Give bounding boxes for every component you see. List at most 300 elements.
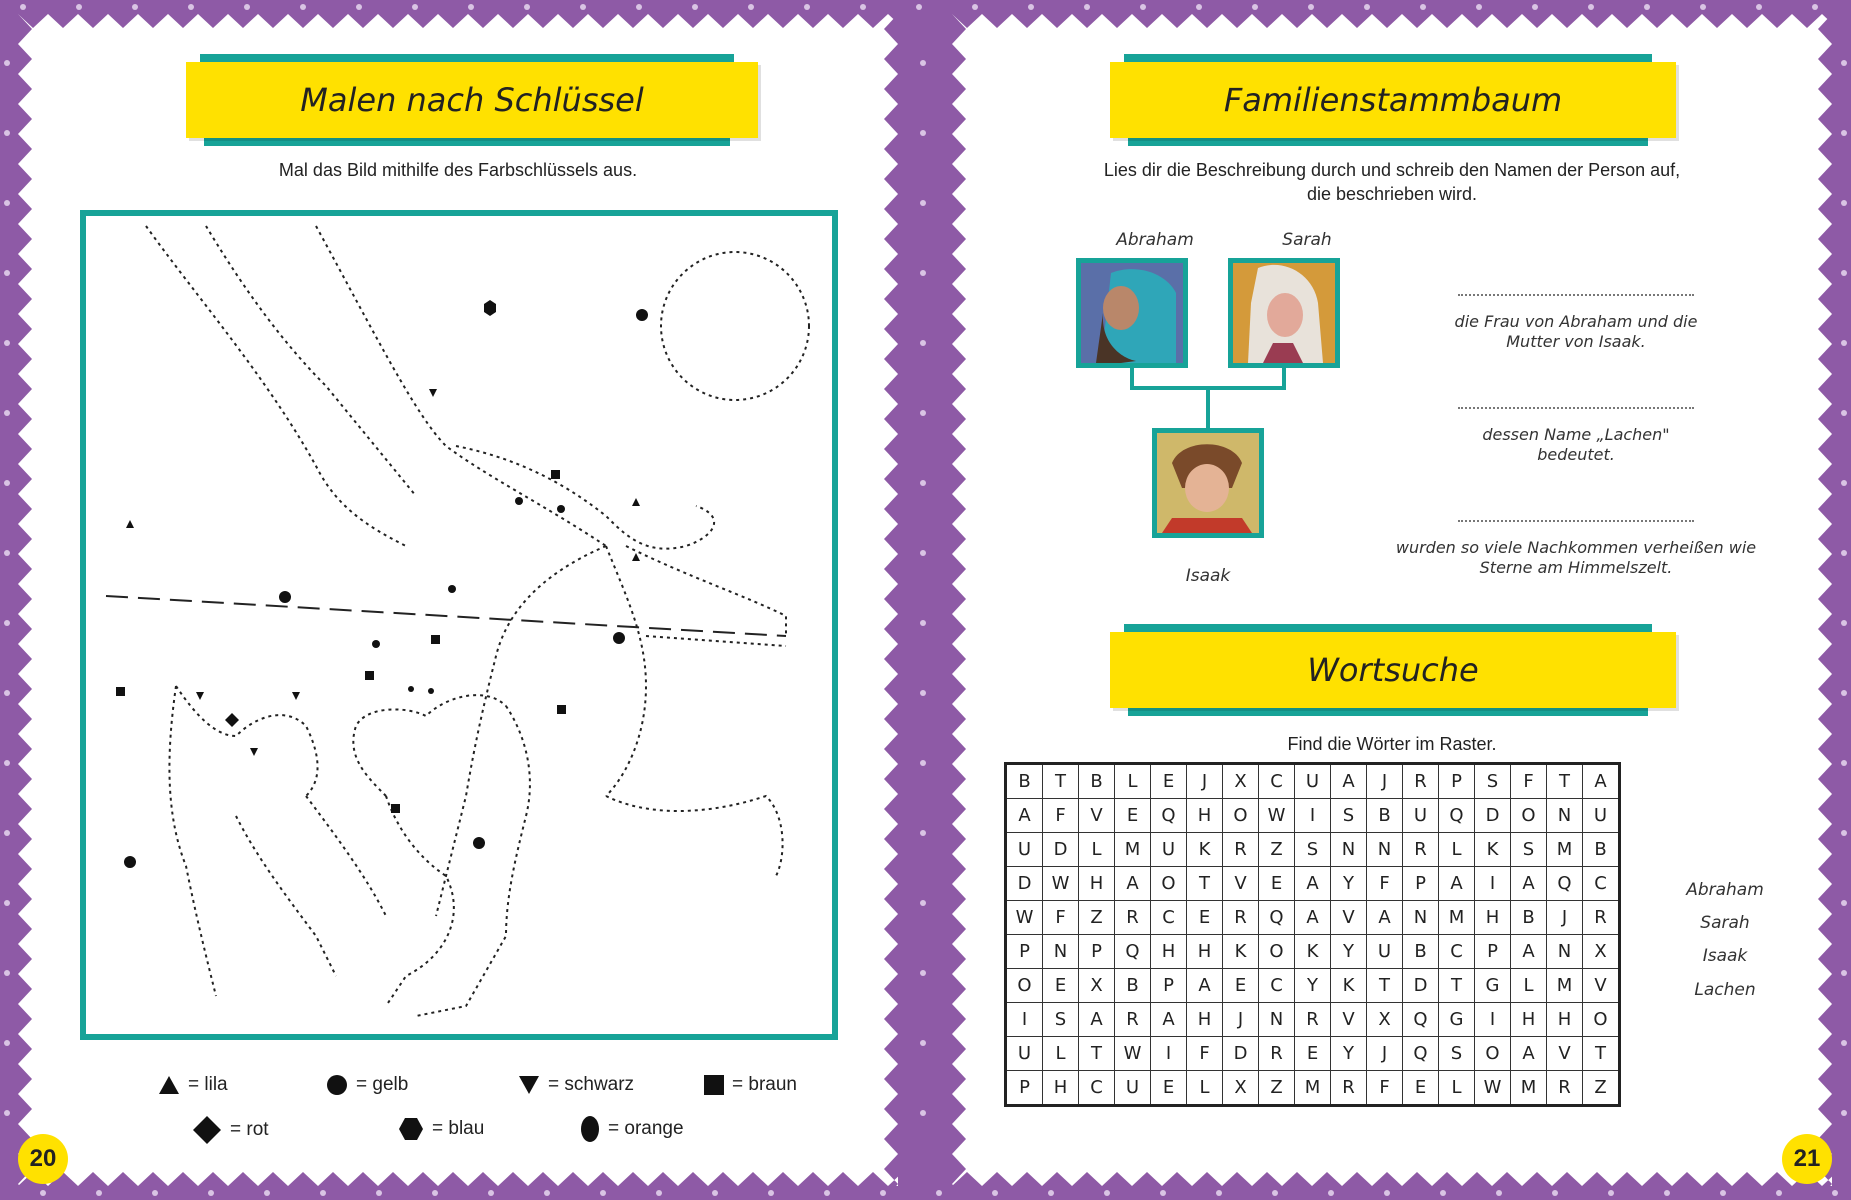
- decorative-dot: [468, 4, 474, 10]
- grid-cell[interactable]: A: [1367, 901, 1403, 935]
- decorative-dot: [692, 4, 698, 10]
- decorative-dot: [188, 4, 194, 10]
- decorative-dot: [1841, 550, 1847, 556]
- abraham-picture: [1081, 263, 1183, 363]
- decorative-dot: [1841, 830, 1847, 836]
- grid-cell[interactable]: W: [1006, 901, 1043, 935]
- grid-cell[interactable]: A: [1439, 867, 1475, 901]
- grid-cell[interactable]: W: [1475, 1071, 1511, 1106]
- decorative-dot: [4, 970, 10, 976]
- decorative-dot: [920, 900, 926, 906]
- answer-line-1[interactable]: [1458, 294, 1694, 296]
- grid-cell[interactable]: I: [1475, 1003, 1511, 1037]
- grid-cell[interactable]: D: [1006, 867, 1043, 901]
- decorative-dot: [76, 4, 82, 10]
- grid-cell[interactable]: R: [1259, 1037, 1295, 1071]
- grid-cell[interactable]: E: [1115, 799, 1151, 833]
- grid-cell[interactable]: N: [1259, 1003, 1295, 1037]
- grid-cell[interactable]: Q: [1403, 1003, 1439, 1037]
- grid-cell[interactable]: K: [1331, 969, 1367, 1003]
- grid-cell[interactable]: S: [1295, 833, 1331, 867]
- grid-cell[interactable]: I: [1295, 799, 1331, 833]
- grid-cell[interactable]: E: [1043, 969, 1079, 1003]
- word-sarah: Sarah: [1700, 913, 1750, 933]
- grid-cell[interactable]: T: [1079, 1037, 1115, 1071]
- dotted-outline-drawing: [86, 216, 832, 1034]
- decorative-dot: [4, 410, 10, 416]
- decorative-dot: [412, 4, 418, 10]
- grid-cell[interactable]: B: [1079, 764, 1115, 799]
- grid-cell[interactable]: C: [1259, 764, 1295, 799]
- circle-icon: [326, 1074, 348, 1096]
- grid-cell[interactable]: N: [1547, 935, 1583, 969]
- grid-cell[interactable]: X: [1079, 969, 1115, 1003]
- isaak-picture: [1157, 433, 1259, 533]
- answer-line-2[interactable]: [1458, 407, 1694, 409]
- grid-cell[interactable]: J: [1367, 764, 1403, 799]
- grid-cell[interactable]: O: [1475, 1037, 1511, 1071]
- grid-cell[interactable]: Q: [1403, 1037, 1439, 1071]
- decorative-dot: [208, 1190, 214, 1196]
- decorative-dot: [656, 1190, 662, 1196]
- grid-cell[interactable]: P: [1403, 867, 1439, 901]
- grid-cell[interactable]: F: [1367, 867, 1403, 901]
- grid-cell[interactable]: Q: [1439, 799, 1475, 833]
- grid-cell[interactable]: J: [1367, 1037, 1403, 1071]
- grid-cell[interactable]: Y: [1331, 1037, 1367, 1071]
- word-isaak: Isaak: [1702, 946, 1748, 966]
- decorative-dot: [4, 550, 10, 556]
- grid-cell[interactable]: J: [1223, 1003, 1259, 1037]
- decorative-dot: [992, 1190, 998, 1196]
- grid-cell[interactable]: U: [1583, 799, 1620, 833]
- page-number-left: 20: [18, 1134, 68, 1184]
- grid-cell[interactable]: X: [1583, 935, 1620, 969]
- word-search-grid[interactable]: [1004, 762, 1621, 1107]
- grid-cell[interactable]: R: [1115, 1003, 1151, 1037]
- grid-cell[interactable]: T: [1583, 1037, 1620, 1071]
- grid-cell[interactable]: I: [1475, 867, 1511, 901]
- key-schwarz: = schwarz: [518, 1074, 634, 1096]
- decorative-dot: [1664, 1190, 1670, 1196]
- grid-cell[interactable]: U: [1151, 833, 1187, 867]
- grid-cell[interactable]: S: [1439, 1037, 1475, 1071]
- grid-cell[interactable]: K: [1295, 935, 1331, 969]
- key-rot: = rot: [192, 1115, 269, 1145]
- decorative-dot: [152, 1190, 158, 1196]
- decorative-dot: [920, 1110, 926, 1116]
- clue-3: wurden so viele Nachkommen verheißen wie Sterne am Himmelszelt.: [1395, 538, 1757, 577]
- decorative-dot: [4, 130, 10, 136]
- right-page: [952, 14, 1832, 1186]
- grid-row: [1006, 799, 1620, 833]
- grid-cell[interactable]: P: [1079, 935, 1115, 969]
- grid-cell[interactable]: E: [1151, 1071, 1187, 1106]
- family-tree-instruction-1: Lies dir die Beschreibung durch und schreib den Namen der Person auf,: [1103, 160, 1681, 180]
- grid-cell[interactable]: A: [1151, 1003, 1187, 1037]
- grid-row: [1006, 969, 1620, 1003]
- grid-cell[interactable]: R: [1403, 833, 1439, 867]
- grid-cell[interactable]: B: [1403, 935, 1439, 969]
- grid-cell[interactable]: Q: [1151, 799, 1187, 833]
- decorative-dot: [1028, 4, 1034, 10]
- decorative-dot: [1720, 1190, 1726, 1196]
- grid-cell[interactable]: E: [1187, 901, 1223, 935]
- grid-cell[interactable]: F: [1043, 901, 1079, 935]
- decorative-dot: [1196, 4, 1202, 10]
- key-braun: = braun: [704, 1074, 797, 1096]
- grid-cell[interactable]: E: [1223, 969, 1259, 1003]
- grid-cell[interactable]: B: [1367, 799, 1403, 833]
- grid-cell[interactable]: C: [1151, 901, 1187, 935]
- grid-cell[interactable]: Z: [1259, 1071, 1295, 1106]
- grid-cell[interactable]: U: [1295, 764, 1331, 799]
- grid-cell[interactable]: M: [1511, 1071, 1547, 1106]
- decorative-dot: [1841, 970, 1847, 976]
- decorative-dot: [524, 4, 530, 10]
- grid-cell[interactable]: B: [1006, 764, 1043, 799]
- grid-cell[interactable]: U: [1403, 799, 1439, 833]
- grid-cell[interactable]: E: [1403, 1071, 1439, 1106]
- grid-cell[interactable]: H: [1187, 1003, 1223, 1037]
- grid-cell[interactable]: O: [1223, 799, 1259, 833]
- hexagon-icon: [398, 1117, 424, 1141]
- grid-cell[interactable]: M: [1547, 969, 1583, 1003]
- grid-cell[interactable]: A: [1511, 867, 1547, 901]
- grid-cell[interactable]: R: [1331, 1071, 1367, 1106]
- grid-cell[interactable]: E: [1151, 764, 1187, 799]
- grid-cell[interactable]: A: [1079, 1003, 1115, 1037]
- word-search-instruction: Find die Wörter im Raster.: [1287, 734, 1497, 754]
- grid-cell[interactable]: T: [1043, 764, 1079, 799]
- decorative-dot: [1841, 480, 1847, 486]
- tree-line-isaak: [1206, 386, 1210, 430]
- decorative-dot: [1841, 340, 1847, 346]
- decorative-dot: [1308, 4, 1314, 10]
- grid-cell[interactable]: G: [1439, 1003, 1475, 1037]
- grid-cell[interactable]: D: [1403, 969, 1439, 1003]
- grid-cell[interactable]: U: [1006, 833, 1043, 867]
- decorative-dot: [4, 1040, 10, 1046]
- key-lila: = lila: [158, 1074, 228, 1096]
- decorative-dot: [1420, 4, 1426, 10]
- coloring-instruction: Mal das Bild mithilfe des Farbschlüssels aus.: [278, 160, 638, 180]
- grid-cell[interactable]: Q: [1547, 867, 1583, 901]
- grid-cell[interactable]: M: [1295, 1071, 1331, 1106]
- grid-cell[interactable]: D: [1475, 799, 1511, 833]
- grid-cell[interactable]: R: [1547, 1071, 1583, 1106]
- decorative-dot: [1252, 4, 1258, 10]
- grid-cell[interactable]: L: [1079, 833, 1115, 867]
- grid-cell[interactable]: S: [1331, 799, 1367, 833]
- grid-cell[interactable]: L: [1511, 969, 1547, 1003]
- grid-cell[interactable]: M: [1115, 833, 1151, 867]
- grid-cell[interactable]: E: [1295, 1037, 1331, 1071]
- grid-cell[interactable]: X: [1223, 764, 1259, 799]
- grid-cell[interactable]: L: [1439, 1071, 1475, 1106]
- decorative-dot: [920, 130, 926, 136]
- decorative-dot: [4, 760, 10, 766]
- grid-cell[interactable]: C: [1079, 1071, 1115, 1106]
- grid-cell[interactable]: V: [1223, 867, 1259, 901]
- grid-cell[interactable]: Z: [1079, 901, 1115, 935]
- grid-cell[interactable]: V: [1079, 799, 1115, 833]
- decorative-dot: [544, 1190, 550, 1196]
- key-orange: = orange: [580, 1115, 684, 1143]
- grid-cell[interactable]: O: [1151, 867, 1187, 901]
- grid-cell[interactable]: S: [1043, 1003, 1079, 1037]
- decorative-dot: [300, 4, 306, 10]
- grid-cell[interactable]: L: [1115, 764, 1151, 799]
- grid-cell[interactable]: Z: [1583, 1071, 1620, 1106]
- grid-cell[interactable]: V: [1583, 969, 1620, 1003]
- family-tree-instruction-2: die beschrieben wird.: [1306, 184, 1478, 204]
- decorative-dot: [712, 1190, 718, 1196]
- decorative-dot: [1608, 1190, 1614, 1196]
- portrait-abraham: [1076, 258, 1188, 368]
- grid-cell[interactable]: H: [1511, 1003, 1547, 1037]
- grid-cell[interactable]: Z: [1259, 833, 1295, 867]
- grid-cell[interactable]: W: [1115, 1037, 1151, 1071]
- decorative-dot: [1812, 4, 1818, 10]
- decorative-dot: [916, 4, 922, 10]
- clue-2: dessen Name „Lachen" bedeutet.: [1482, 425, 1670, 464]
- grid-cell[interactable]: A: [1583, 764, 1620, 799]
- grid-cell[interactable]: E: [1259, 867, 1295, 901]
- grid-cell[interactable]: F: [1511, 764, 1547, 799]
- grid-cell[interactable]: P: [1475, 935, 1511, 969]
- grid-row: [1006, 764, 1620, 799]
- grid-cell[interactable]: S: [1511, 833, 1547, 867]
- grid-cell[interactable]: H: [1547, 1003, 1583, 1037]
- grid-cell[interactable]: H: [1187, 799, 1223, 833]
- grid-cell[interactable]: Y: [1331, 867, 1367, 901]
- grid-cell[interactable]: R: [1295, 1003, 1331, 1037]
- tree-line-abraham: [1130, 368, 1134, 388]
- grid-cell[interactable]: Q: [1115, 935, 1151, 969]
- grid-cell[interactable]: M: [1547, 833, 1583, 867]
- grid-cell[interactable]: P: [1006, 1071, 1043, 1106]
- grid-cell[interactable]: T: [1547, 764, 1583, 799]
- page-number-right: 21: [1782, 1134, 1832, 1184]
- decorative-dot: [824, 1190, 830, 1196]
- decorative-dot: [920, 340, 926, 346]
- grid-cell[interactable]: N: [1367, 833, 1403, 867]
- grid-cell[interactable]: J: [1187, 764, 1223, 799]
- grid-cell[interactable]: U: [1006, 1037, 1043, 1071]
- grid-cell[interactable]: H: [1079, 867, 1115, 901]
- grid-cell[interactable]: X: [1367, 1003, 1403, 1037]
- grid-cell[interactable]: W: [1043, 867, 1079, 901]
- decorative-dot: [1756, 4, 1762, 10]
- decorative-dot: [4, 340, 10, 346]
- grid-cell[interactable]: A: [1511, 935, 1547, 969]
- grid-cell[interactable]: F: [1043, 799, 1079, 833]
- grid-cell[interactable]: I: [1006, 1003, 1043, 1037]
- grid-cell[interactable]: N: [1403, 901, 1439, 935]
- decorative-dot: [1776, 1190, 1782, 1196]
- word-search-title: Wortsuche: [1110, 632, 1676, 708]
- decorative-dot: [920, 760, 926, 766]
- grid-cell[interactable]: I: [1151, 1037, 1187, 1071]
- decorative-dot: [1084, 4, 1090, 10]
- grid-cell[interactable]: Q: [1259, 901, 1295, 935]
- grid-cell[interactable]: H: [1043, 1071, 1079, 1106]
- grid-cell[interactable]: L: [1187, 1071, 1223, 1106]
- decorative-dot: [1532, 4, 1538, 10]
- decorative-dot: [20, 4, 26, 10]
- grid-row: [1006, 1037, 1620, 1071]
- decorative-dot: [920, 970, 926, 976]
- decorative-dot: [936, 1190, 942, 1196]
- grid-cell[interactable]: V: [1331, 1003, 1367, 1037]
- decorative-dot: [1841, 200, 1847, 206]
- decorative-dot: [1841, 270, 1847, 276]
- name-sarah: Sarah: [1282, 230, 1332, 250]
- decorative-dot: [1216, 1190, 1222, 1196]
- grid-cell[interactable]: K: [1223, 935, 1259, 969]
- decorative-dot: [96, 1190, 102, 1196]
- grid-cell[interactable]: N: [1331, 833, 1367, 867]
- grid-cell[interactable]: B: [1583, 833, 1620, 867]
- grid-cell[interactable]: P: [1439, 764, 1475, 799]
- decorative-dot: [1160, 1190, 1166, 1196]
- decorative-dot: [1841, 760, 1847, 766]
- grid-cell[interactable]: R: [1115, 901, 1151, 935]
- decorative-dot: [1588, 4, 1594, 10]
- grid-cell[interactable]: A: [1331, 764, 1367, 799]
- grid-cell[interactable]: P: [1006, 935, 1043, 969]
- decorative-dot: [920, 480, 926, 486]
- grid-cell[interactable]: R: [1403, 764, 1439, 799]
- decorative-dot: [1841, 1110, 1847, 1116]
- grid-cell[interactable]: D: [1223, 1037, 1259, 1071]
- decorative-dot: [1048, 1190, 1054, 1196]
- decorative-dot: [40, 1190, 46, 1196]
- grid-cell[interactable]: T: [1187, 867, 1223, 901]
- grid-cell[interactable]: O: [1006, 969, 1043, 1003]
- grid-cell[interactable]: M: [1439, 901, 1475, 935]
- coloring-title: Malen nach Schlüssel: [186, 62, 758, 138]
- grid-cell[interactable]: R: [1583, 901, 1620, 935]
- decorative-dot: [1841, 900, 1847, 906]
- grid-cell[interactable]: K: [1475, 833, 1511, 867]
- grid-cell[interactable]: X: [1223, 1071, 1259, 1106]
- grid-row: [1006, 867, 1620, 901]
- grid-row: [1006, 935, 1620, 969]
- key-gelb: = gelb: [326, 1074, 408, 1096]
- grid-cell[interactable]: L: [1439, 833, 1475, 867]
- grid-cell[interactable]: H: [1151, 935, 1187, 969]
- grid-cell[interactable]: A: [1511, 1037, 1547, 1071]
- decorative-dot: [920, 620, 926, 626]
- grid-cell[interactable]: T: [1367, 969, 1403, 1003]
- grid-cell[interactable]: H: [1187, 935, 1223, 969]
- clue-1: die Frau von Abraham und die Mutter von Isaak.: [1454, 312, 1698, 351]
- decorative-dot: [600, 1190, 606, 1196]
- grid-cell[interactable]: P: [1151, 969, 1187, 1003]
- grid-cell[interactable]: O: [1583, 1003, 1620, 1037]
- grid-cell[interactable]: C: [1583, 867, 1620, 901]
- decorative-dot: [880, 1190, 886, 1196]
- grid-cell[interactable]: A: [1187, 969, 1223, 1003]
- grid-cell[interactable]: A: [1295, 901, 1331, 935]
- grid-cell[interactable]: Y: [1295, 969, 1331, 1003]
- grid-cell[interactable]: G: [1475, 969, 1511, 1003]
- decorative-dot: [4, 620, 10, 626]
- grid-cell[interactable]: B: [1511, 901, 1547, 935]
- oval-icon: [580, 1115, 600, 1143]
- grid-cell[interactable]: C: [1259, 969, 1295, 1003]
- decorative-dot: [320, 1190, 326, 1196]
- decorative-dot: [1841, 690, 1847, 696]
- decorative-dot: [920, 690, 926, 696]
- grid-cell[interactable]: N: [1043, 935, 1079, 969]
- grid-cell[interactable]: W: [1259, 799, 1295, 833]
- grid-cell[interactable]: A: [1006, 799, 1043, 833]
- grid-cell[interactable]: A: [1115, 867, 1151, 901]
- grid-cell[interactable]: D: [1043, 833, 1079, 867]
- decorative-dot: [488, 1190, 494, 1196]
- grid-cell[interactable]: R: [1223, 833, 1259, 867]
- decorative-dot: [920, 200, 926, 206]
- grid-cell[interactable]: S: [1475, 764, 1511, 799]
- grid-cell[interactable]: T: [1439, 969, 1475, 1003]
- decorative-dot: [4, 1110, 10, 1116]
- family-tree-title-banner: [1110, 62, 1676, 138]
- grid-cell[interactable]: V: [1547, 1037, 1583, 1071]
- decorative-dot: [1384, 1190, 1390, 1196]
- grid-cell[interactable]: L: [1043, 1037, 1079, 1071]
- grid-cell[interactable]: Y: [1331, 935, 1367, 969]
- word-abraham: Abraham: [1686, 880, 1764, 900]
- decorative-dot: [1496, 1190, 1502, 1196]
- coloring-picture[interactable]: [80, 210, 838, 1040]
- answer-line-3[interactable]: [1458, 520, 1694, 522]
- grid-cell[interactable]: H: [1475, 901, 1511, 935]
- decorative-dot: [920, 410, 926, 416]
- decorative-dot: [244, 4, 250, 10]
- decorative-dot: [1700, 4, 1706, 10]
- grid-cell[interactable]: C: [1439, 935, 1475, 969]
- decorative-dot: [920, 270, 926, 276]
- decorative-dot: [920, 1040, 926, 1046]
- triangle-down-icon: [518, 1075, 540, 1095]
- grid-row: [1006, 1071, 1620, 1106]
- grid-cell[interactable]: N: [1547, 799, 1583, 833]
- grid-cell[interactable]: K: [1187, 833, 1223, 867]
- grid-cell[interactable]: F: [1367, 1071, 1403, 1106]
- grid-cell[interactable]: R: [1223, 901, 1259, 935]
- grid-cell[interactable]: O: [1511, 799, 1547, 833]
- grid-cell[interactable]: U: [1115, 1071, 1151, 1106]
- grid-cell[interactable]: U: [1367, 935, 1403, 969]
- grid-cell[interactable]: A: [1295, 867, 1331, 901]
- grid-row: [1006, 833, 1620, 867]
- decorative-dot: [1832, 1190, 1838, 1196]
- word-lachen: Lachen: [1694, 980, 1756, 1000]
- grid-cell[interactable]: V: [1331, 901, 1367, 935]
- decorative-dot: [1841, 620, 1847, 626]
- grid-cell[interactable]: B: [1115, 969, 1151, 1003]
- left-page: [18, 14, 898, 1186]
- grid-cell[interactable]: O: [1259, 935, 1295, 969]
- decorative-dot: [1841, 60, 1847, 66]
- grid-cell[interactable]: J: [1547, 901, 1583, 935]
- decorative-dot: [748, 4, 754, 10]
- decorative-dot: [1328, 1190, 1334, 1196]
- grid-cell[interactable]: F: [1187, 1037, 1223, 1071]
